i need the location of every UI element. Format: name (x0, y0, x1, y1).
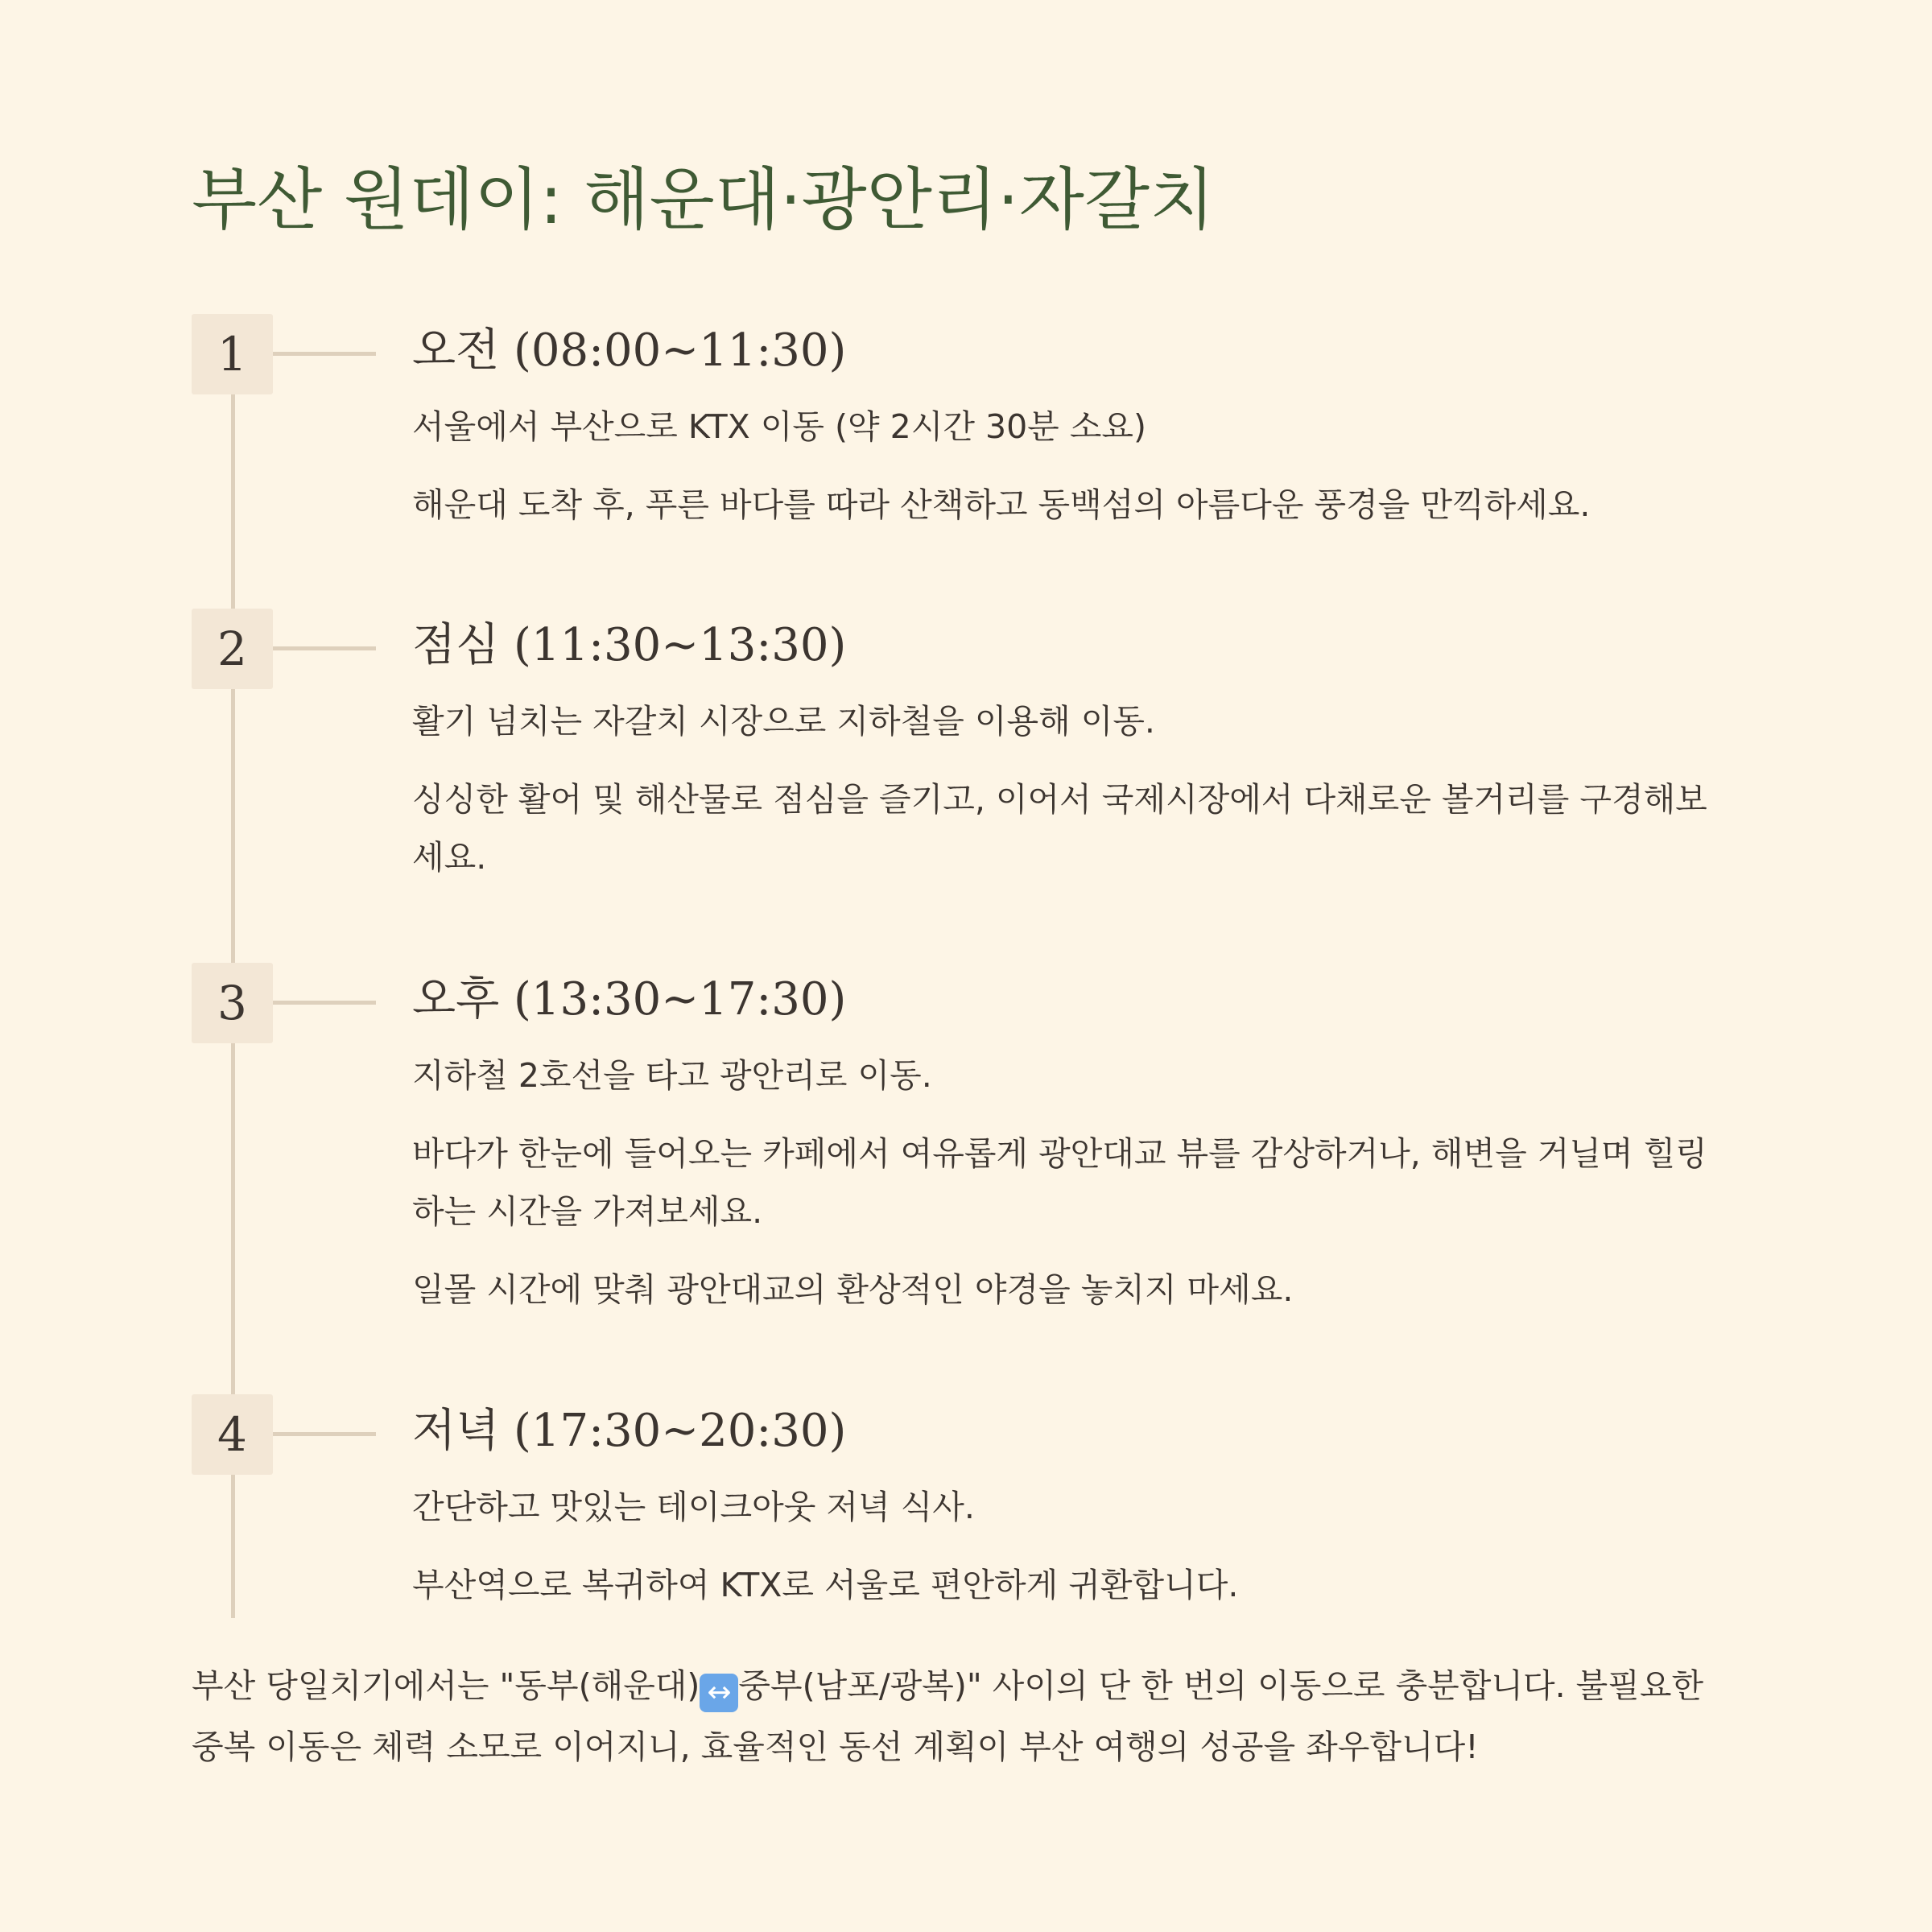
step-3-paragraph-2: 바다가 한눈에 들어오는 카페에서 여유롭게 광안대교 뷰를 감상하거나, 해변을 거닐며 힐링하는 시간을 가져보세요. (412, 1134, 1707, 1231)
step-3-time: (13:30~17:30) (514, 973, 847, 1026)
step-4-period: 저녁 (412, 1405, 500, 1457)
step-2-connector (273, 646, 376, 650)
step-3-paragraph-1: 지하철 2호선을 타고 광안리로 이동. (412, 1056, 932, 1095)
step-2-paragraph-2: 싱싱한 활어 및 해산물로 점심을 즐기고, 이어서 국제시장에서 다채로운 볼거리를 구경해보세요. (412, 780, 1707, 877)
step-4-paragraph-2: 부산역으로 복귀하여 KTX로 서울로 편안하게 귀환합니다. (412, 1566, 1239, 1604)
left-right-arrow-icon: ↔ (700, 1674, 738, 1712)
step-1-paragraph-2: 해운대 도착 후, 푸른 바다를 따라 산책하고 동백섬의 아름다운 풍경을 만끽하세요. (412, 485, 1591, 524)
step-3-connector (273, 1001, 376, 1005)
step-2-heading (412, 613, 846, 678)
step-2-paragraph-1: 활기 넘치는 자갈치 시장으로 지하철을 이용해 이동. (412, 702, 1155, 741)
step-3-period: 오후 (412, 973, 500, 1026)
step-4-number: 4 (192, 1394, 273, 1475)
step-1-time: (08:00~11:30) (514, 324, 847, 377)
step-3-heading (412, 968, 846, 1032)
summary-text (192, 1655, 1737, 1777)
page-title: 부산 원데이: 해운대·광안리·자갈치 (192, 160, 1216, 239)
step-4-paragraph-1: 간단하고 맛있는 테이크아웃 저녁 식사. (412, 1488, 975, 1526)
step-2-period: 점심 (412, 619, 500, 671)
step-1-connector (273, 352, 376, 356)
step-1-heading (412, 319, 846, 383)
step-1-paragraph-1: 서울에서 부산으로 KTX 이동 (약 2시간 30분 소요) (412, 407, 1147, 446)
summary-before: 부산 당일치기에서는 "동부(해운대) (192, 1666, 700, 1705)
step-3-paragraph-3: 일몰 시간에 맞춰 광안대교의 환상적인 야경을 놓치지 마세요. (412, 1270, 1294, 1309)
step-4-connector (273, 1432, 376, 1436)
step-1-number: 1 (192, 314, 273, 394)
step-1-period: 오전 (412, 324, 500, 377)
summary-after: 중부(남포/광복)" 사이의 단 한 번의 이동으로 충분합니다. 불필요한 중복 이동은 체력 소모로 이어지니, 효율적인 동선 계획이 부산 여행의 성공을 좌우합니다! (192, 1666, 1704, 1766)
step-2-time: (11:30~13:30) (514, 619, 847, 671)
step-4-time: (17:30~20:30) (514, 1405, 847, 1457)
step-2-number: 2 (192, 609, 273, 689)
step-3-number: 3 (192, 963, 273, 1043)
step-4-heading (412, 1399, 846, 1463)
